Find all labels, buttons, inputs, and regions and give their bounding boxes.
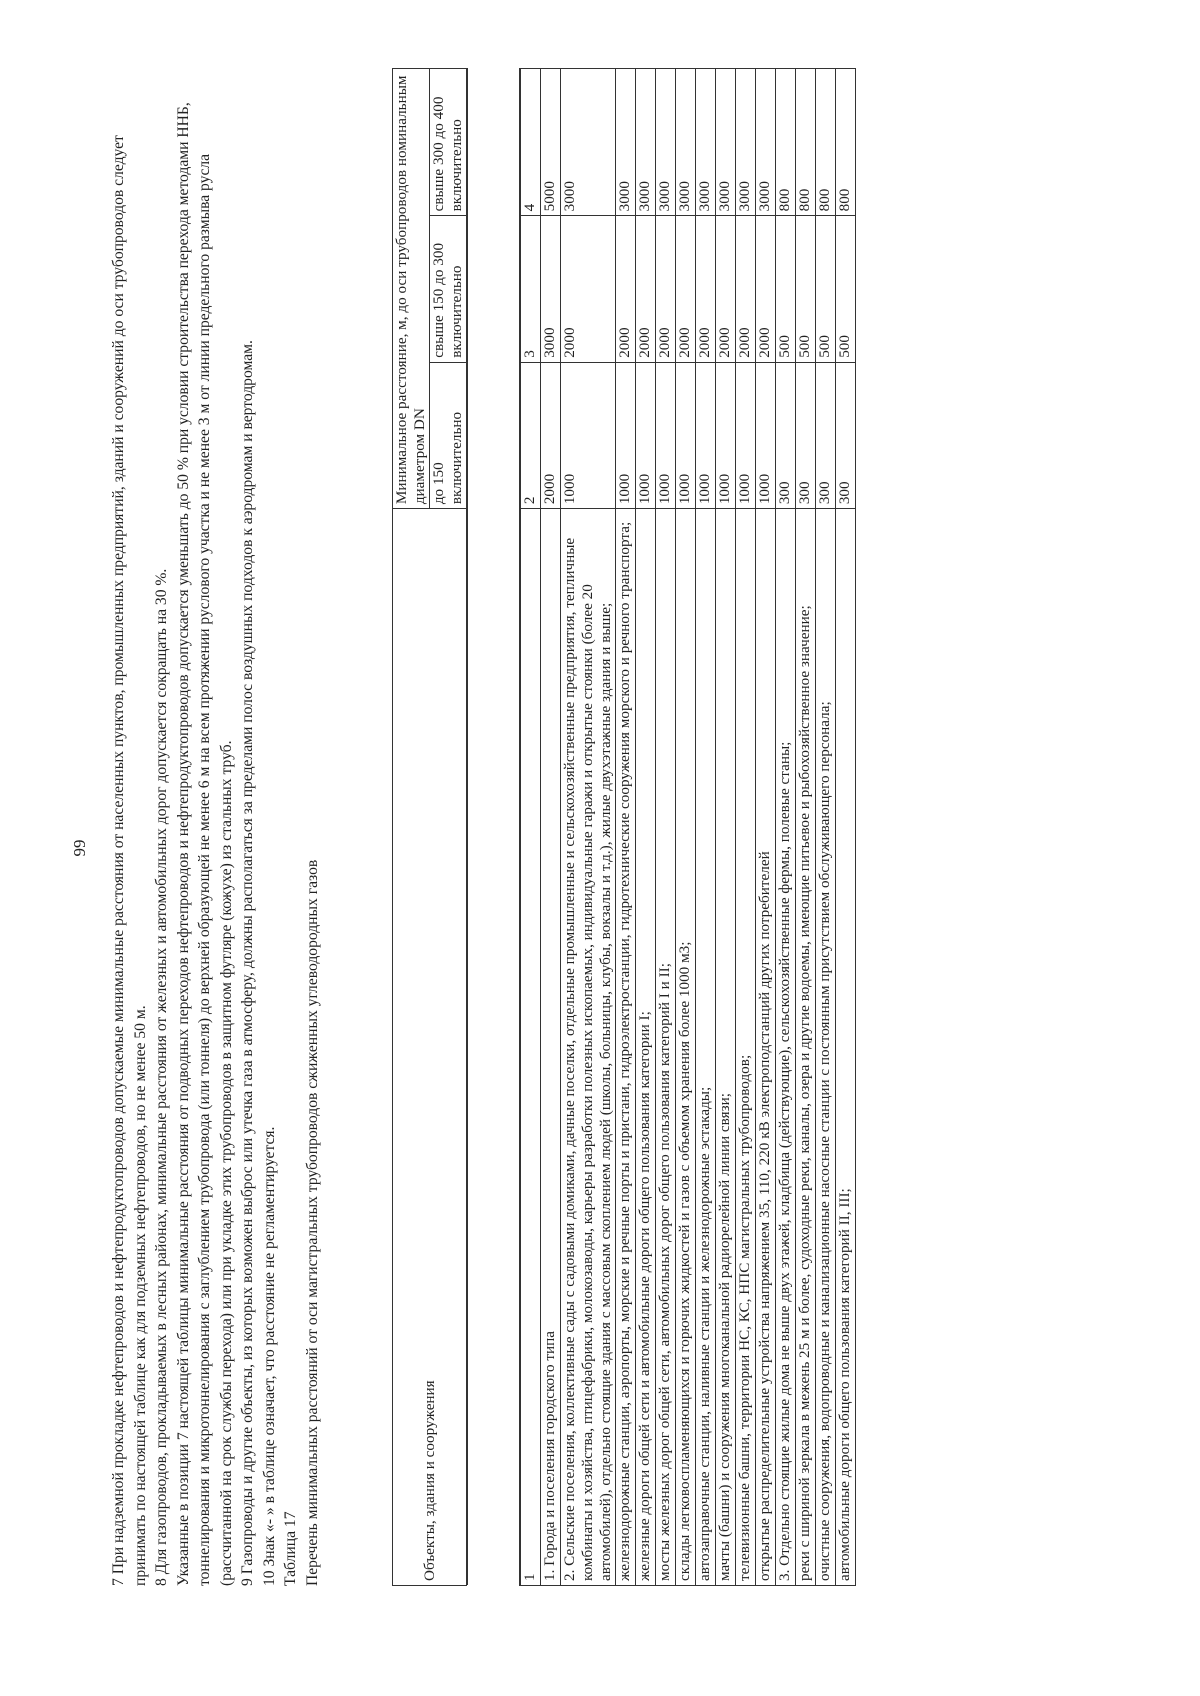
table-row <box>775 69 795 1586</box>
value-dn-400: 800 <box>775 69 795 216</box>
value-dn-150: 300 <box>815 362 835 508</box>
object-cell: 3. Отдельно стоящие жилые дома не выше двух этажей, кладбища (действующие), сельскохозяйственные фермы, полевые станы; <box>775 509 795 1586</box>
value-dn-300: 2000 <box>560 216 615 362</box>
value-dn-150: 1000 <box>715 362 735 508</box>
object-cell: мачты (башни) и сооружения многоканальной радиорелейной линии связи; <box>715 509 735 1586</box>
value-dn-400: 3000 <box>615 69 635 216</box>
note-8-continued: Указанные в позиции 7 настоящей таблицы минимальные расстояния от подводных переходов нефтепроводов и нефтепродуктопроводов допускается уменьшать до 50 % при условии строительства перехода методами ННБ, тоннелирования и микротоннелирования с заглублением трубопровода (или тоннеля) до верхней образующей не менее 6 м на всем протяжении руслового участка и не менее 3 м от линии предельного размыва русла (рассчитанной на срок службы перехода) или при укладке этих трубопроводов в защитном футляре (кожухе) из стальных труб. <box>174 102 235 1586</box>
value-dn-150: 1000 <box>695 362 715 508</box>
value-dn-300: 2000 <box>735 216 755 362</box>
value-dn-150: 300 <box>795 362 815 508</box>
value-dn-400: 3000 <box>655 69 675 216</box>
table-row <box>695 69 715 1586</box>
value-dn-300: 500 <box>795 216 815 362</box>
value-dn-400: 3000 <box>735 69 755 216</box>
value-dn-300: 2000 <box>755 216 775 362</box>
value-dn-400: 800 <box>795 69 815 216</box>
value-dn-300: 2000 <box>635 216 655 362</box>
value-dn-300: 2000 <box>695 216 715 362</box>
column-number: 3 <box>520 216 541 362</box>
object-cell: 2. Сельские поселения, коллективные сады с садовыми домиками, дачные поселки, отдельные промышленные и сельскохозяйственные предприятия, тепличные комбинаты и хозяйства, птицефабрики, молокозаводы, карьеры разработки полезных ископаемых, индивидуальные гаражи и открытые стоянки (более 20 автомобилей), отдельно стоящие здания с массовым скоплением людей (школы, больницы, клубы, вокзалы и т.д.), жилые двухэтажные здания и выше; <box>560 509 615 1586</box>
value-dn-400: 3000 <box>675 69 695 216</box>
value-dn-150: 1000 <box>755 362 775 508</box>
table-row <box>795 69 815 1586</box>
note-9: 9 Газопроводы и другие объекты, из которых возможен выброс или утечка газа в атмосферу, должны располагаться за пределами полос воздушных подходов к аэродромам и вертодромам. <box>239 340 256 1586</box>
value-dn-300: 500 <box>775 216 795 362</box>
object-cell: железнодорожные станции, аэропорты, морские и речные порты и пристани, гидроэлектростанции, гидротехнические сооружения морского и речного транспорта; <box>615 509 635 1586</box>
column-number: 4 <box>520 69 541 216</box>
object-cell: автозаправочные станции, наливные станции и железнодорожные эстакады; <box>695 509 715 1586</box>
value-dn-400: 3000 <box>695 69 715 216</box>
value-dn-400: 3000 <box>755 69 775 216</box>
header-min-distance: Минимальное расстояние, м, до оси трубопроводов номинальным диаметром DN <box>393 69 430 509</box>
object-cell: телевизионные башни, территории НС, КС, НПС магистральных трубопроводов; <box>735 509 755 1586</box>
table-row <box>615 69 635 1586</box>
value-dn-400: 3000 <box>560 69 615 216</box>
value-dn-150: 1000 <box>735 362 755 508</box>
object-cell: автомобильные дороги общего пользования категорий II, III; <box>835 509 855 1586</box>
object-cell: 1. Города и поселения городского типа <box>540 509 560 1586</box>
value-dn-400: 800 <box>815 69 835 216</box>
value-dn-300: 3000 <box>540 216 560 362</box>
distance-table <box>392 68 856 1586</box>
note-8: 8 Для газопроводов, прокладываемых в лесных районах, минимальные расстояния от железных и автомобильных дорог допускается сокращать на 30 %. <box>153 568 170 1586</box>
object-cell: склады легковоспламеняющихся и горючих жидкостей и газов с объемом хранения более 1000 м3; <box>675 509 695 1586</box>
value-dn-400: 800 <box>835 69 855 216</box>
table-row <box>835 69 855 1586</box>
value-dn-300: 2000 <box>675 216 695 362</box>
value-dn-150: 1000 <box>655 362 675 508</box>
page-number: 99 <box>70 839 89 857</box>
table-row <box>715 69 735 1586</box>
value-dn-300: 500 <box>815 216 835 362</box>
value-dn-300: 2000 <box>655 216 675 362</box>
table-title: Перечень минимальных расстояний от оси магистральных трубопроводов сжиженных углеводородных газов <box>303 859 321 1586</box>
table-row <box>815 69 835 1586</box>
value-dn-300: 2000 <box>715 216 735 362</box>
subheader-dn-300: свыше 150 до 300 включительно <box>430 216 467 362</box>
object-cell: мосты железных дорог общей сети, автомобильных дорог общего пользования категорий I и II; <box>655 509 675 1586</box>
table-label: Таблица 17 <box>282 1511 299 1586</box>
table-row <box>655 69 675 1586</box>
table-row <box>540 69 560 1586</box>
subheader-dn-150: до 150 включительно <box>430 362 467 508</box>
subheader-dn-400: свыше 300 до 400 включительно <box>430 69 467 216</box>
column-number: 2 <box>520 362 541 508</box>
value-dn-300: 2000 <box>615 216 635 362</box>
table-row <box>735 69 755 1586</box>
note-7: 7 При надземной прокладке нефтепроводов и нефтепродуктопроводов допускаемые минимальные расстояния от населенных пунктов, промышленных предприятий, зданий и сооружений до оси трубопроводов следует принимать по настоящей таблице как для подземных нефтепроводов, но не менее 50 м. <box>110 135 149 1586</box>
object-cell: железные дороги общей сети и автомобильные дороги общего пользования категории I; <box>635 509 655 1586</box>
header-objects: Объекты, здания и сооружения <box>393 509 467 1586</box>
value-dn-150: 1000 <box>635 362 655 508</box>
column-number-row <box>520 69 541 1586</box>
value-dn-150: 2000 <box>540 362 560 508</box>
value-dn-150: 1000 <box>615 362 635 508</box>
object-cell: очистные сооружения, водопроводные и канализационные насосные станции с постоянным присутствием обслуживающего персонала; <box>815 509 835 1586</box>
table-row <box>635 69 655 1586</box>
table-row <box>675 69 695 1586</box>
value-dn-150: 300 <box>775 362 795 508</box>
value-dn-400: 3000 <box>715 69 735 216</box>
table-row <box>755 69 775 1586</box>
value-dn-150: 300 <box>835 362 855 508</box>
value-dn-150: 1000 <box>675 362 695 508</box>
value-dn-400: 5000 <box>540 69 560 216</box>
column-number: 1 <box>520 509 541 1586</box>
value-dn-150: 1000 <box>560 362 615 508</box>
object-cell: реки с шириной зеркала в межень 25 м и более, судоходные реки, каналы, озера и другие водоемы, имеющие питьевое и рыбохозяйственное значение; <box>795 509 815 1586</box>
note-10: 10 Знак «- » в таблице означает, что расстояние не регламентируется. <box>260 1126 278 1586</box>
table-row <box>560 69 615 1586</box>
value-dn-400: 3000 <box>635 69 655 216</box>
object-cell: открытые распределительные устройства напряжением 35, 110, 220 кВ электроподстанций других потребителей <box>755 509 775 1586</box>
notes-block <box>108 66 323 1586</box>
value-dn-300: 500 <box>835 216 855 362</box>
